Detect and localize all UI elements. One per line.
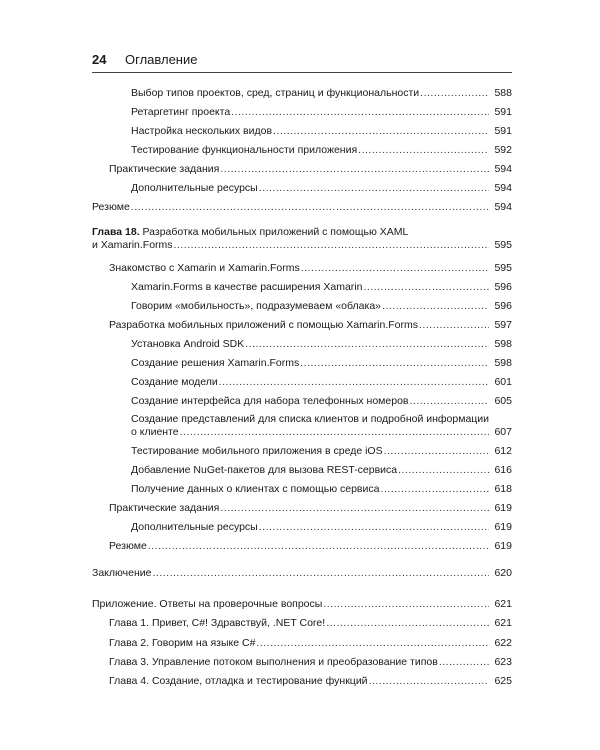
dot-leader [259, 521, 489, 534]
entry-text: Дополнительные ресурсы [131, 521, 258, 533]
dot-leader [323, 598, 489, 611]
dot-leader [220, 502, 489, 515]
toc-entry[interactable] [109, 675, 512, 688]
entry-page: 601 [494, 376, 512, 388]
dot-leader [439, 656, 489, 669]
toc-entry[interactable] [131, 521, 512, 534]
toc-entry[interactable] [131, 483, 512, 496]
dot-leader [380, 483, 489, 496]
dot-leader [384, 445, 489, 458]
entry-text: Практические задания [109, 502, 220, 514]
entry-page: 595 [494, 239, 512, 251]
toc-entry[interactable] [109, 262, 512, 275]
entry-page: 623 [494, 656, 512, 668]
dot-leader [174, 239, 489, 252]
entry-text: Заключение [92, 567, 152, 579]
toc-entry[interactable] [131, 338, 512, 351]
dot-leader [245, 338, 489, 351]
dot-leader [152, 567, 489, 580]
entry-page: 621 [494, 617, 512, 629]
entry-text: Создание решения Xamarin.Forms [131, 357, 300, 369]
entry-text: Тестирование мобильного приложения в среде iOS [131, 445, 383, 457]
toc-entry[interactable] [131, 125, 512, 138]
toc-entry[interactable] [131, 300, 512, 313]
dot-leader [369, 675, 489, 688]
entry-page: 619 [494, 521, 512, 533]
entry-page: 618 [494, 483, 512, 495]
toc-entry[interactable] [92, 201, 512, 214]
entry-text: Установка Android SDK [131, 338, 245, 350]
toc-entry[interactable] [109, 502, 512, 515]
entry-text: Настройка нескольких видов [131, 125, 273, 137]
entry-text: Глава 1. Привет, C#! Здравствуй, .NET Core! [109, 617, 326, 629]
chapter-title-line1: Разработка мобильных приложений с помощью XAML [142, 226, 409, 238]
entry-text: Создание модели [131, 376, 218, 388]
entry-page: 621 [494, 598, 512, 610]
entry-page: 622 [494, 637, 512, 649]
dot-leader [363, 281, 489, 294]
toc-entry[interactable] [92, 567, 512, 580]
chapter-title[interactable] [92, 226, 472, 239]
page-header [92, 52, 512, 67]
entry-page: 605 [494, 395, 512, 407]
chapter-label: Глава 18. [92, 226, 140, 238]
entry-page: 612 [494, 445, 512, 457]
toc-entry[interactable] [131, 106, 512, 119]
entry-text: Глава 2. Говорим на языке C# [109, 637, 256, 649]
entry-page: 588 [494, 87, 512, 99]
entry-page: 591 [494, 106, 512, 118]
entry-text: и Xamarin.Forms [92, 239, 173, 251]
toc-entry[interactable] [109, 540, 512, 553]
dot-leader [256, 637, 489, 650]
dot-leader [131, 201, 489, 214]
dot-leader [398, 464, 489, 477]
entry-text: Практические задания [109, 163, 220, 175]
entry-page: 598 [494, 338, 512, 350]
dot-leader [300, 357, 489, 370]
entry-text: Глава 3. Управление потоком выполнения и преобразование типов [109, 656, 438, 668]
toc-entry[interactable] [131, 376, 512, 389]
entry-page: 607 [494, 426, 512, 438]
entry-page: 596 [494, 281, 512, 293]
dot-leader [420, 87, 489, 100]
entry-text: Глава 4. Создание, отладка и тестирование функций [109, 675, 368, 687]
entry-page: 620 [494, 567, 512, 579]
entry-text: Разработка мобильных приложений с помощью Xamarin.Forms [109, 319, 419, 331]
entry-page: 619 [494, 502, 512, 514]
entry-text: Резюме [109, 540, 147, 552]
dot-leader [410, 395, 490, 408]
dot-leader [273, 125, 489, 138]
entry-text: Говорим «мобильность», подразумеваем «облака» [131, 300, 382, 312]
dot-leader [180, 426, 489, 439]
toc-entry[interactable] [109, 163, 512, 176]
header-rule [92, 72, 512, 73]
entry-page: 592 [494, 144, 512, 156]
entry-text: о клиенте [131, 426, 179, 438]
dot-leader [220, 163, 489, 176]
dot-leader [231, 106, 489, 119]
page-number: 24 [92, 52, 107, 67]
toc-entry[interactable] [109, 637, 512, 650]
entry-page: 598 [494, 357, 512, 369]
entry-page: 597 [494, 319, 512, 331]
entry-text: Выбор типов проектов, сред, страниц и функциональности [131, 87, 420, 99]
entry-page: 594 [494, 201, 512, 213]
entry-page: 616 [494, 464, 512, 476]
entry-page: 594 [494, 163, 512, 175]
toc-entry[interactable] [131, 87, 512, 100]
entry-page: 596 [494, 300, 512, 312]
dot-leader [326, 617, 489, 630]
toc-entry[interactable] [131, 426, 512, 439]
toc-entry[interactable] [109, 319, 512, 332]
toc-entry[interactable] [92, 598, 512, 611]
toc-entry[interactable] [131, 144, 512, 157]
dot-leader [219, 376, 489, 389]
toc-entry[interactable] [131, 445, 512, 458]
toc-entry[interactable] [131, 395, 512, 408]
entry-text: Добавление NuGet-пакетов для вызова REST-сервиса [131, 464, 398, 476]
toc-entry[interactable] [92, 239, 512, 252]
entry-text: Xamarin.Forms в качестве расширения Xamarin [131, 281, 363, 293]
entry-page: 591 [494, 125, 512, 137]
toc-entry[interactable] [109, 656, 512, 669]
header-title: Оглавление [125, 52, 198, 67]
entry-text: Приложение. Ответы на проверочные вопросы [92, 598, 323, 610]
dot-leader [382, 300, 489, 313]
dot-leader [148, 540, 489, 553]
toc-entry[interactable] [131, 357, 512, 370]
toc-entry[interactable] [131, 182, 512, 195]
entry-text: Знакомство с Xamarin и Xamarin.Forms [109, 262, 300, 274]
entry-text: Резюме [92, 201, 130, 213]
entry-text: Создание интерфейса для набора телефонных номеров [131, 395, 409, 407]
toc-entry[interactable] [109, 617, 512, 630]
toc-entry-wrapped-line[interactable] [131, 413, 521, 426]
dot-leader [259, 182, 489, 195]
entry-page: 595 [494, 262, 512, 274]
dot-leader [358, 144, 489, 157]
entry-text: Получение данных о клиентах с помощью сервиса [131, 483, 380, 495]
entry-text: Дополнительные ресурсы [131, 182, 258, 194]
dot-leader [301, 262, 489, 275]
toc-entry[interactable] [131, 281, 512, 294]
entry-page: 619 [494, 540, 512, 552]
entry-text: Ретаргетинг проекта [131, 106, 231, 118]
entry-text: Создание представлений для списка клиентов и подробной информации [131, 413, 490, 425]
entry-text: Тестирование функциональности приложения [131, 144, 358, 156]
entry-page: 594 [494, 182, 512, 194]
dot-leader [419, 319, 489, 332]
toc-entry[interactable] [131, 464, 512, 477]
entry-page: 625 [494, 675, 512, 687]
